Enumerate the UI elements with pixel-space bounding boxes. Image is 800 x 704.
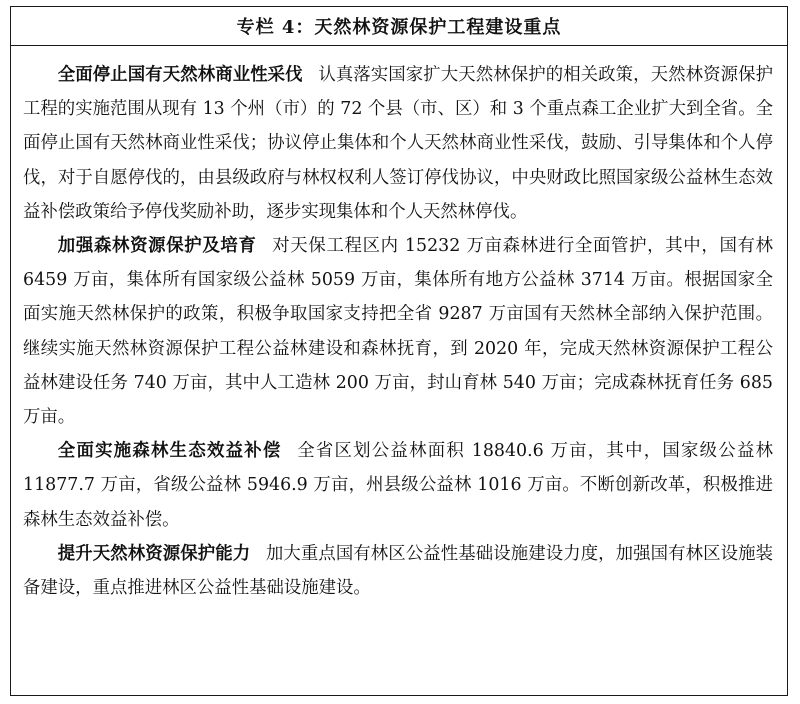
section-paragraph (23, 537, 773, 605)
section-body: 全省区划公益林面积 18840.6 万亩，其中，国家级公益林 11877.7 万亩，省级公益林 5946.9 万亩，州县级公益林 1016 万亩。不断创新改革，积极推进森林生态效益补偿。 (23, 441, 773, 530)
section-heading: 全面停止国有天然林商业性采伐 (57, 65, 303, 85)
section-body: 认真落实国家扩大天然林保护的相关政策，天然林资源保护工程的实施范围从现有 13 个州（市）的 72 个县（市、区）和 3 个重点森工企业扩大到全省。全面停止国有天然林商业性采伐；协议停止集体和个人天然林商业性采伐，鼓励、引导集体和个人停伐，对于自愿停伐的，由县级政府与林权权利人签订停伐协议，中央财政比照国家级公益林生态效益补偿政策给予停伐奖励补助，逐步实现集体和个人天然林停伐。 (23, 65, 773, 222)
section-paragraph (23, 434, 773, 537)
section-body: 对天保工程区内 15232 万亩森林进行全面管护，其中，国有林 6459 万亩，集体所有国家级公益林 5059 万亩，集体所有地方公益林 3714 万亩。根据国家全面实施天然林保护的政策，积极争取国家支持把全省 9287 万亩国有天然林全部纳入保护范围。继续实施天然林资源保护工程公益林建设和森林抚育，到 2020 年，完成天然林资源保护工程公益林建设任务 740 万亩，其中人工造林 200 万亩，封山育林 540 万亩；完成森林抚育任务 685 万亩。 (23, 236, 773, 428)
section-paragraph (23, 229, 773, 434)
section-heading: 提升天然林资源保护能力 (57, 543, 251, 564)
section-paragraph (23, 58, 773, 229)
section-heading: 加强森林资源保护及培育 (57, 236, 257, 257)
column-title: 专栏 4：天然林资源保护工程建设重点 (11, 7, 787, 46)
section-body: 加大重点国有林区公益性基础设施建设力度，加强国有林区设施装备建设，重点推进林区公益性基础设施建设。 (23, 543, 773, 599)
section-heading: 全面实施森林生态效益补偿 (57, 441, 282, 462)
column-box (10, 6, 788, 696)
column-content (11, 46, 787, 605)
